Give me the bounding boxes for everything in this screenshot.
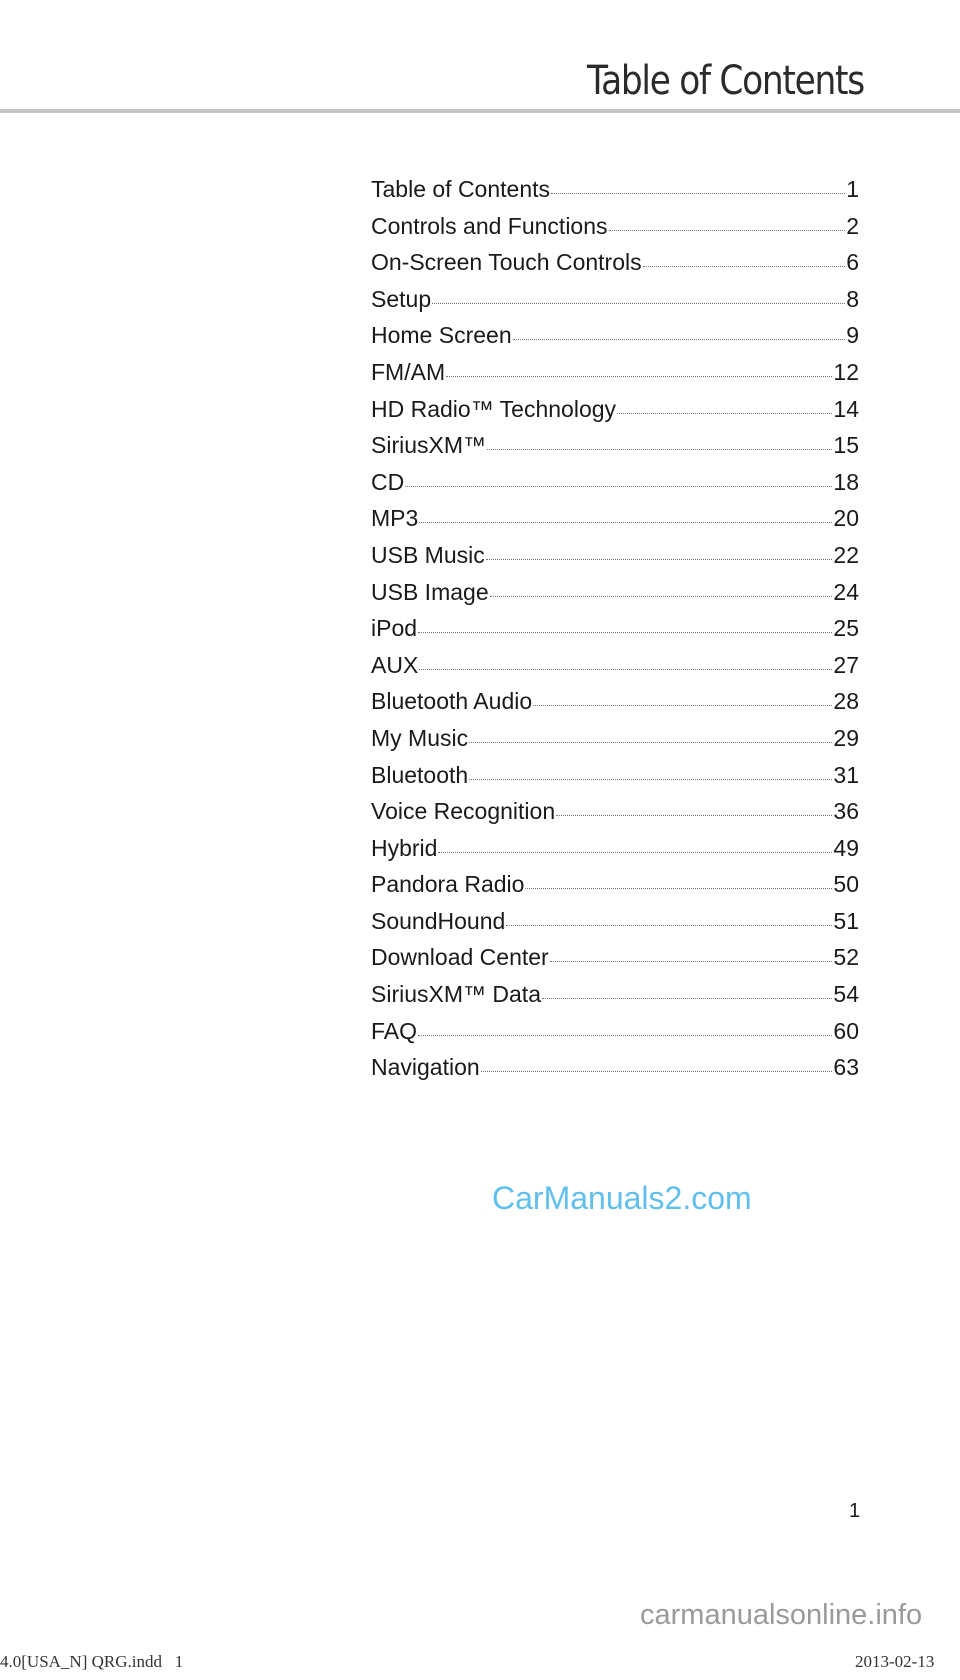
dot-leader (446, 376, 832, 377)
toc-list (371, 176, 859, 1091)
dot-leader (432, 303, 845, 304)
toc-entry-label: iPod (371, 615, 418, 642)
toc-entry[interactable] (371, 322, 859, 359)
toc-entry-label: My Music (371, 724, 469, 751)
toc-entry-label: Bluetooth (371, 761, 469, 788)
dot-leader (418, 1035, 832, 1036)
page-title: Table of Contents (587, 58, 864, 104)
toc-entry-page: 9 (846, 322, 859, 349)
toc-entry-page: 8 (846, 285, 859, 312)
toc-entry[interactable] (371, 579, 859, 616)
dot-leader (542, 998, 832, 999)
toc-entry-label: AUX (371, 651, 419, 678)
toc-entry-label: SiriusXM™ Data (371, 981, 541, 1008)
dot-leader (481, 1071, 833, 1072)
toc-entry[interactable] (371, 469, 859, 506)
dot-leader (533, 705, 832, 706)
toc-entry[interactable] (371, 396, 859, 433)
toc-entry-page: 27 (833, 651, 859, 678)
footer-filename: 4.0[USA_N] QRG.indd 1 (0, 1652, 184, 1671)
toc-entry-label: USB Music (371, 541, 485, 568)
toc-entry-page: 63 (833, 1054, 859, 1081)
dot-leader (525, 888, 832, 889)
toc-entry[interactable] (371, 908, 859, 945)
toc-entry[interactable] (371, 286, 859, 323)
toc-entry-label: FM/AM (371, 358, 446, 385)
toc-entry-label: On-Screen Touch Controls (371, 249, 642, 276)
dot-leader (487, 449, 832, 450)
toc-entry-label: USB Image (371, 578, 489, 605)
toc-entry[interactable] (371, 213, 859, 250)
toc-entry[interactable] (371, 176, 859, 213)
toc-entry-page: 49 (833, 834, 859, 861)
toc-entry-page: 12 (833, 358, 859, 385)
toc-entry-page: 36 (833, 798, 859, 825)
toc-entry-label: Controls and Functions (371, 212, 608, 239)
dot-leader (506, 925, 832, 926)
toc-entry-page: 60 (833, 1017, 859, 1044)
toc-entry[interactable] (371, 762, 859, 799)
toc-entry-label: Download Center (371, 944, 549, 971)
toc-entry[interactable] (371, 835, 859, 872)
toc-entry-label: MP3 (371, 505, 419, 532)
watermark: CarManuals2.com (492, 1180, 752, 1216)
toc-entry-page: 2 (846, 212, 859, 239)
toc-entry-page: 6 (846, 249, 859, 276)
toc-entry[interactable] (371, 981, 859, 1018)
toc-entry-label: Pandora Radio (371, 871, 525, 898)
dot-leader (617, 413, 832, 414)
toc-entry-page: 22 (833, 541, 859, 568)
toc-entry[interactable] (371, 725, 859, 762)
toc-entry-page: 28 (833, 688, 859, 715)
toc-entry-label: CD (371, 468, 405, 495)
dot-leader (418, 632, 832, 633)
toc-entry-page: 52 (833, 944, 859, 971)
toc-entry-page: 31 (833, 761, 859, 788)
header-rule (0, 109, 960, 113)
toc-entry-label: Voice Recognition (371, 798, 556, 825)
toc-entry[interactable] (371, 1054, 859, 1091)
toc-entry-label: Navigation (371, 1054, 480, 1081)
toc-entry-label: HD Radio™ Technology (371, 395, 617, 422)
dot-leader (513, 339, 846, 340)
toc-entry-page: 54 (833, 981, 859, 1008)
toc-entry-label: Hybrid (371, 834, 438, 861)
toc-entry[interactable] (371, 432, 859, 469)
toc-entry[interactable] (371, 944, 859, 981)
toc-entry[interactable] (371, 542, 859, 579)
footer-watermark: carmanualsonline.info (640, 1599, 923, 1631)
toc-entry[interactable] (371, 359, 859, 396)
page-number: 1 (849, 1500, 861, 1522)
toc-entry-page: 50 (833, 871, 859, 898)
dot-leader (609, 230, 846, 231)
toc-entry-label: SiriusXM™ (371, 432, 487, 459)
footer-date: 2013-02-13 (855, 1652, 935, 1671)
dot-leader (469, 742, 832, 743)
toc-entry[interactable] (371, 871, 859, 908)
toc-entry-label: Table of Contents (371, 176, 551, 202)
toc-entry-page: 15 (833, 432, 859, 459)
toc-entry-label: FAQ (371, 1017, 418, 1044)
toc-entry-label: Bluetooth Audio (371, 688, 533, 715)
toc-entry[interactable] (371, 505, 859, 542)
dot-leader (556, 815, 832, 816)
dot-leader (469, 779, 832, 780)
toc-entry-page: 18 (833, 468, 859, 495)
toc-entry-label: SoundHound (371, 907, 506, 934)
toc-entry[interactable] (371, 652, 859, 689)
toc-entry[interactable] (371, 798, 859, 835)
dot-leader (419, 669, 832, 670)
toc-entry-label: Home Screen (371, 322, 512, 349)
toc-entry[interactable] (371, 249, 859, 286)
dot-leader (550, 961, 833, 962)
toc-entry[interactable] (371, 1018, 859, 1055)
toc-entry-page: 20 (833, 505, 859, 532)
dot-leader (643, 266, 846, 267)
dot-leader (419, 522, 832, 523)
dot-leader (551, 193, 845, 194)
dot-leader (490, 596, 833, 597)
dot-leader (405, 486, 832, 487)
toc-entry-page: 1 (846, 176, 859, 202)
toc-entry-page: 24 (833, 578, 859, 605)
dot-leader (486, 559, 833, 560)
toc-entry-label: Setup (371, 285, 432, 312)
toc-entry-page: 29 (833, 724, 859, 751)
toc-entry-page: 25 (833, 615, 859, 642)
toc-entry-page: 51 (833, 907, 859, 934)
dot-leader (438, 852, 832, 853)
toc-entry-page: 14 (833, 395, 859, 422)
toc-entry[interactable] (371, 615, 859, 652)
toc-entry[interactable] (371, 688, 859, 725)
